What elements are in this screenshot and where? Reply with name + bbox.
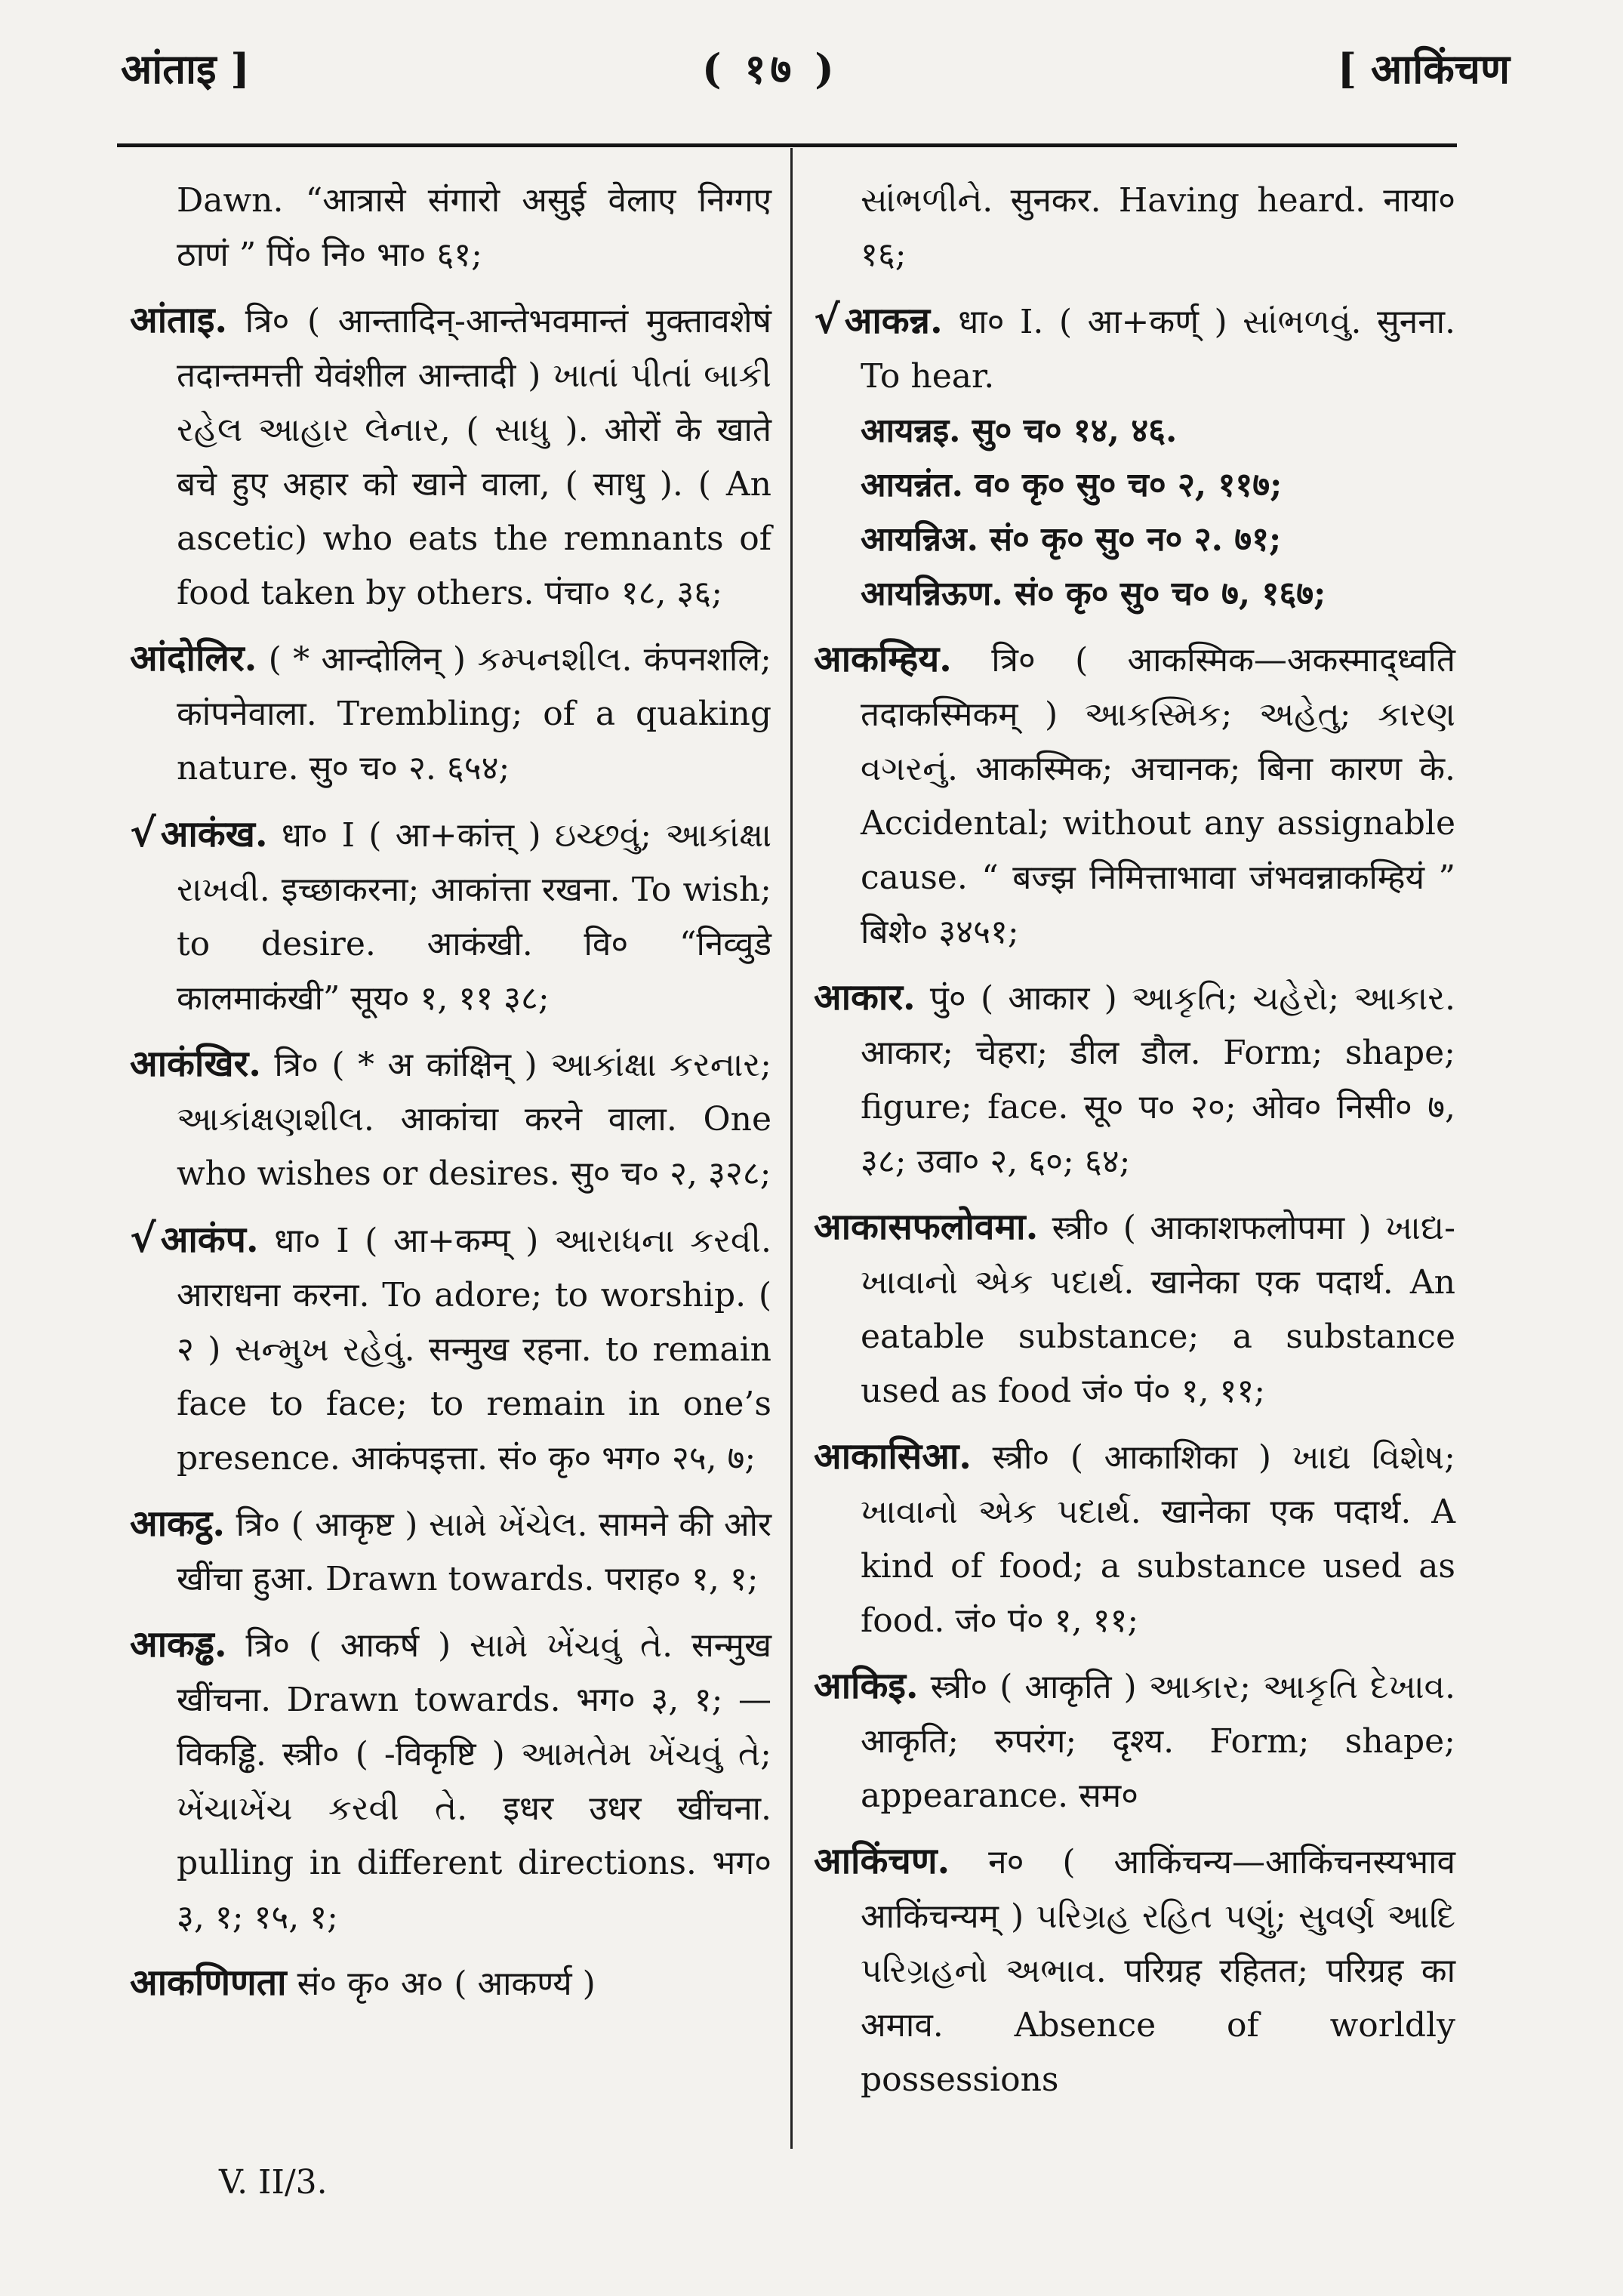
dictionary-entry [814,1200,1455,1419]
headword: आकासफलोवमा. [814,1206,1039,1248]
dictionary-entry [814,1659,1455,1823]
entry-text: त्रि० ( * अ कांक्षिन् ) આકાંક્ષા કરનાર; આકાંક્ષણશીલ. आकांचा करने वाला. One who wishes or desires. सु० च० २, ३२८; [177,1046,771,1193]
entry-text: त्रि० ( आन्तादिन्-आन्तेभवमान्तं मुक्तावशेषं तदान्तमत्ती येवंशील आन्तादी ) ખાતાં પીતાં બાકી રહેલ આહાર લેનાર, ( સાધુ ). ओरों के खाते बचे हुए अहार को खाने वाला, ( साधु ). ( An ascetic) who eats the remnants of food taken by others. पंचा० १८, ३६; [177,302,771,612]
header-right-guideword: [ आकिंचण [1337,45,1510,93]
signature-mark: V. II/3. [219,2163,328,2202]
dictionary-entry [814,1429,1455,1648]
dictionary-entry [814,293,1455,404]
dictionary-entry [130,1955,771,2011]
left-column [130,174,771,2011]
headword: आकंख. [160,813,268,855]
root-check-mark: √ [130,1216,156,1262]
headword: आकिंचण. [814,1840,950,1882]
dictionary-entry [130,806,771,1026]
entry-text: धा० I. ( आ+कर्ण् ) સાંભળવું. सुनना. To hear. [861,303,1455,396]
headword: आकार. [814,976,916,1019]
derived-form: आयन्निऊण. सं० कृ० सु० च० ७, १६७; [861,575,1326,613]
entry-text: स्त्री० ( आकाशिका ) ખાદ્ય વિશેષ; ખાવાનો એક પદાર્થ. खानेका एक पदार्थ. A kind of food; a substance used as food. जं० पं० १, ११; [861,1438,1455,1640]
root-check-mark: √ [814,297,840,343]
dictionary-entry [814,1834,1455,2107]
headword: आकड्ढ. [130,1623,227,1666]
entry-text: स्त्री० ( आकाशफलोपमा ) ખાદ્ય-ખાવાનો એક પદાર્થ. खानेका एक पदार्थ. An eatable substance; a substance used as food जं० पं० १, ११; [861,1209,1455,1410]
dictionary-entry [130,1617,771,1945]
dictionary-entry [130,1496,771,1607]
page-number: ( १७ ) [702,45,839,93]
entry-text: ( * आन्दोलिन् ) કમ્પનશીલ. कंपनशलि; कांपनेवाला. Trembling; of a quaking nature. सु० च० २. ६५४; [177,640,771,787]
header-left-guideword: आंताइ ] [121,45,250,93]
dictionary-entry [130,293,771,621]
headword: आकट्ठ. [130,1502,226,1545]
entry-text: पुं० ( आकार ) આકૃતિ; ચહેરો; આકાર. आकार; चेहरा; डील डौल. Form; shape; figure; face. सू० प० २०; ओव० निसी० ७, ३८; उवा० २, ६०; ६४; [861,979,1455,1181]
header-rule [117,143,1457,147]
dictionary-entry [814,970,1455,1189]
dictionary-entry [130,1212,771,1486]
dictionary-entry [814,632,1455,960]
dictionary-entry [130,1037,771,1201]
headword: आकन्न. [844,300,943,342]
headword: आकिइ. [814,1665,919,1707]
entry-text: धा० I ( आ+कांत्त् ) ઇચ્છવું; આકાંક્ષા રાખવી. इच्छाकरना; आकांत्ता रखना. To wish; to desire. आकंखी. वि० “निव्वुडे कालमाकंखी” सूय० १, ११ ३८; [177,816,771,1018]
derived-form: आयन्निअ. सं० कृ० सु० न० २. ७१; [861,520,1282,559]
right-column [814,174,1455,2107]
entry-text: त्रि० ( आकर्ष ) સામે ખેંચવું તે. सन्मुख खींचना. Drawn towards. भग० ३, १; —विकड्ढि. स्त्री० ( -विकृष्टि ) આમતેમ ખેંચવું તે; ખેંચાખેંચ કરવી તે. इधर उधर खींचना. pulling in different directions. भग० ३, १; १५, १; [177,1626,771,1937]
headword: आंदोलिर. [130,637,257,680]
continued-entry: સાંભળીને. सुनकर. Having heard. नाया० १६; [861,181,1455,274]
headword: आकंखिर. [130,1043,261,1085]
derived-form: आयन्नंत. व० कृ० सु० च० २, ११७; [861,466,1283,504]
entry-text: सं० कृ० अ० ( आकर्ण्य ) [297,1965,596,2003]
entry-text: त्रि० ( आकस्मिक—अकस्माद्ध्वति तदाकस्मिकम् ) આકસ્મિક; અહેતુ; કારણ વગરનું. आकस्मिक; अचानक; बिना कारण के. Accidental; without any assignable cause. “ बज्झ निमित्ताभावा जंभवन्नाकम्हियं ” बिशे० ३४५१; [861,641,1455,951]
root-check-mark: √ [130,811,156,856]
entry-text: स्त्री० ( आकृति ) આકાર; આકૃતિ દેખાવ. आकृति; रुपरंग; दृश्य. Form; shape; appearance. सम० [861,1668,1455,1815]
headword: आकणिणता [130,1962,287,2004]
entry-text: धा० I ( आ+कम्प् ) આરાધના કરવી. आराधना करना. To adore; to worship. ( २ ) સન્મુખ રહેવું. सन्मुख रहना. to remain face to face; to remain in one’s presence. आकंपइत्ता. सं० कृ० भग० २५, ७; [177,1222,771,1478]
headword: आकासिआ. [814,1435,972,1478]
derived-form: आयन्नइ. सु० च० १४, ४६. [861,411,1178,450]
headword: आकम्हिय. [814,638,952,680]
headword: आकंप. [160,1219,259,1261]
dictionary-entry [130,631,771,796]
headword: आंताइ. [130,299,228,341]
entry-text: न० ( आकिंचन्य—आकिंचनस्यभाव आकिंचन्यम् ) પરિગ્રહ રહિત પણું; સુવર્ણ આદિ પરિગ્રહનો અભાવ. परिग्रह रहितत; परिग्रह का अमाव. Absence of worldly possessions [861,1843,1455,2099]
continued-entry: Dawn. “आत्रासे संगारो असुई वेलाए निग्गए ठाणं ” पिं० नि० भा० ६१; [177,181,771,274]
column-divider [790,148,793,2149]
entry-text: त्रि० ( आकृष्ट ) સામે ખેંચેલ. सामने की ओर खींचा हुआ. Drawn towards. पराह० १, १; [177,1505,771,1598]
